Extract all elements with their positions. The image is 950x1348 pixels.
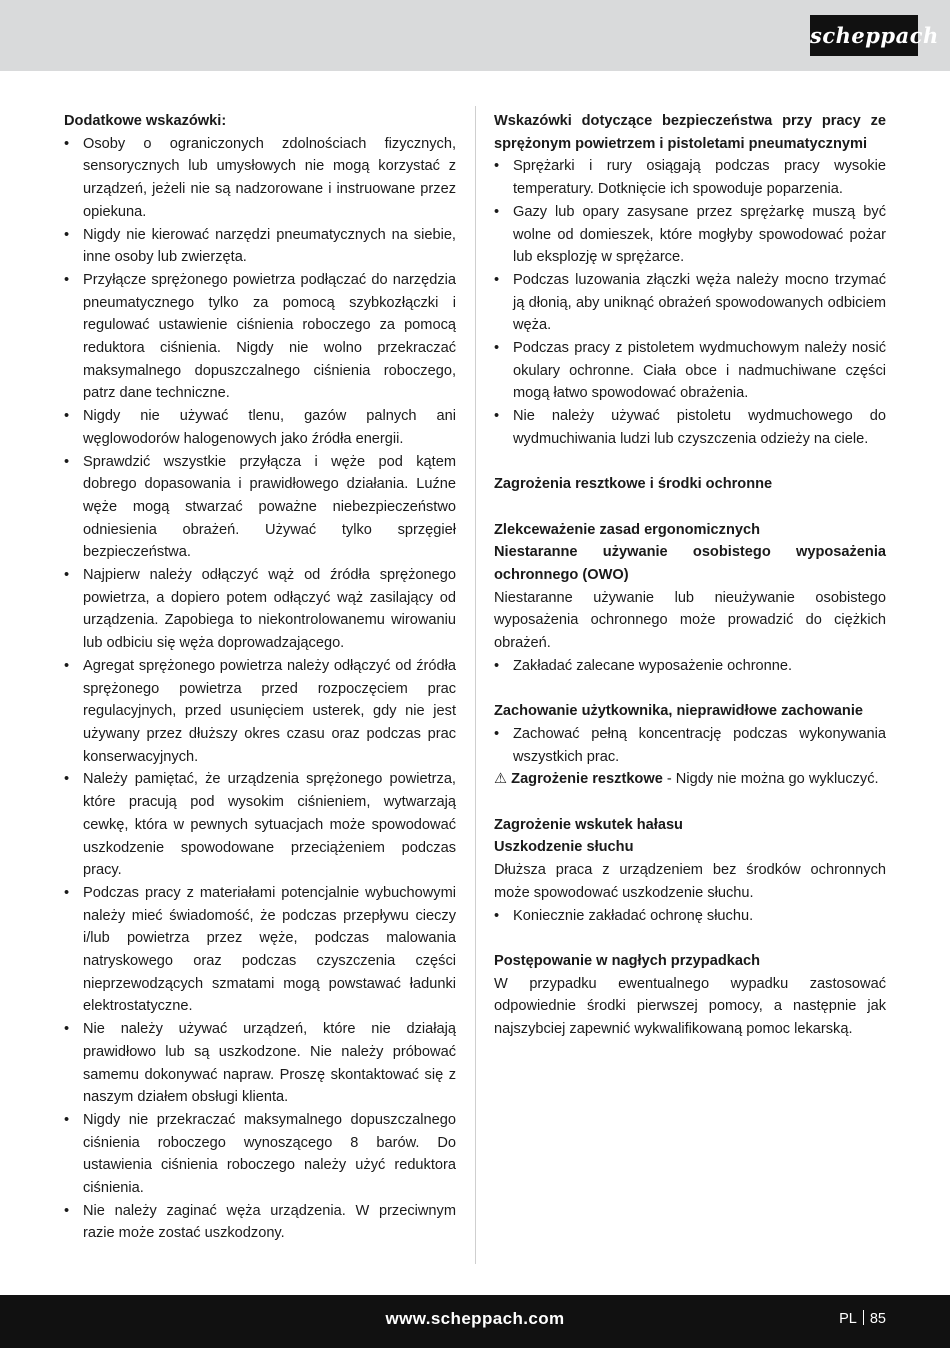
- list-item: • Agregat sprężonego powietrza należy odłączyć od źródła sprężonego powietrza przed rozpoczęciem prac regulacyjnych, przed usunięciem usterek, gdy nie jest używany przez dłuższy okres czasu oraz podczas prac konserwacyjnych.: [64, 655, 456, 769]
- additional-notes-list: [64, 133, 456, 1245]
- noise-heading: Zagrożenie wskutek hałasu: [494, 816, 683, 833]
- residual-risks-heading: Zagrożenia resztkowe i środki ochronne: [494, 476, 773, 493]
- bullet-icon: •: [64, 453, 70, 470]
- list-item: • Osoby o ograniczonych zdolnościach fizycznych, sensorycznych lub umysłowych nie mogą korzystać z urządzeń, jeżeli nie są nadzorowane i instruowane przez opiekuna.: [64, 133, 456, 224]
- bullet-icon: •: [64, 657, 70, 674]
- bullet-icon: •: [494, 907, 500, 924]
- separator: [863, 1310, 864, 1325]
- list-item: • Zachować pełną koncentrację podczas wykonywania wszystkich prac.: [494, 723, 886, 768]
- user-behaviour-list: [494, 723, 886, 768]
- ergonomics-heading: Zlekceważenie zasad ergonomicznych: [494, 521, 761, 538]
- website-link[interactable]: www.scheppach.com: [385, 1309, 565, 1328]
- hearing-list: [494, 905, 886, 928]
- right-column: [494, 110, 886, 1041]
- bullet-icon: •: [494, 158, 500, 175]
- warning-text: - Nigdy nie można go wykluczyć.: [662, 771, 879, 788]
- column-divider: [475, 106, 476, 1264]
- ppe-list: [494, 655, 886, 678]
- list-item: • Najpierw należy odłączyć wąż od źródła sprężonego powietrza, a dopiero potem odłączyć wąż zasilający od urządzenia. Zapobiega to niekontrolowanemu wirowaniu lub odbiciu się węża doprowadzającego.: [64, 564, 456, 655]
- bullet-icon: •: [494, 725, 500, 742]
- list-item: • Podczas pracy z materiałami potencjalnie wybuchowymi należy mieć świadomość, że podczas przepływu cieczy i/lub powietrza przez węże, podczas malowania natryskowego oraz podczas czyszczenia części nieprzewodzących szmatami mogą powstawać ładunki elektrostatyczne.: [64, 882, 456, 1018]
- bullet-icon: •: [64, 884, 70, 901]
- pneumatic-safety-heading: Wskazówki dotyczące bezpieczeństwa przy pracy ze sprężonym powietrzem i pistoletami pneumatycznymi: [494, 113, 886, 152]
- list-item: • Gazy lub opary zasysane przez sprężarkę muszą być wolne od domieszek, które mogłyby spowodować pożar lub eksplozję w sprężarce.: [494, 201, 886, 269]
- page-number-value: 85: [869, 1311, 886, 1327]
- bullet-icon: •: [494, 271, 500, 288]
- list-item: • Sprawdzić wszystkie przyłącza i węże pod kątem dobrego dopasowania i prawidłowego działania. Luźne węże mogą stwarzać poważne niebezpieczeństwo odniesienia obrażeń. Używać tylko sprzęgieł bezpieczeństwa.: [64, 451, 456, 565]
- bullet-icon: •: [64, 135, 70, 152]
- residual-risk-warning: [494, 768, 886, 791]
- list-item: • Sprężarki i rury osiągają podczas pracy wysokie temperatury. Dotknięcie ich spowoduje poparzenia.: [494, 155, 886, 200]
- list-item: • Należy pamiętać, że urządzenia sprężonego powietrza, które pracują pod wysokim ciśnieniem, wytwarzają cewkę, która w pewnych sytuacjach może spowodować uszkodzenie spowodowane przeciążeniem podczas pracy.: [64, 768, 456, 882]
- bullet-icon: •: [494, 657, 500, 674]
- bullet-icon: •: [64, 567, 70, 584]
- bullet-icon: •: [64, 771, 70, 788]
- scheppach-logo: scheppach: [810, 15, 918, 56]
- emergency-text: W przypadku ewentualnego wypadku zastosować odpowiednie środki pierwszej pomocy, a następnie jak najszybciej zapewnić wykwalifikowaną pomoc lekarską.: [494, 975, 886, 1038]
- language-code: PL: [839, 1311, 857, 1327]
- list-item: • Nigdy nie przekraczać maksymalnego dopuszczalnego ciśnienia roboczego wynoszącego 8 barów. Do ustawienia ciśnienia roboczego należy użyć reduktora ciśnienia.: [64, 1109, 456, 1200]
- ppe-text: Niestaranne używanie lub nieużywanie osobistego wyposażenia ochronnego może prowadzić do ciężkich obrażeń.: [494, 589, 886, 652]
- list-item: • Przyłącze sprężonego powietrza podłączać do narzędzia pneumatycznego tylko za pomocą szybkozłączki i regulować ustawienie ciśnienia roboczego za pomocą reduktora ciśnienia. Nigdy nie wolno przekraczać maksymalnego dopuszczalnego ciśnienia roboczego, patrz dane techniczne.: [64, 269, 456, 405]
- page-number: [839, 1310, 886, 1327]
- list-item: • Podczas luzowania złączki węża należy mocno trzymać ją dłonią, aby uniknąć obrażeń spowodowanych odbiciem węża.: [494, 269, 886, 337]
- list-item: • Nie należy używać urządzeń, które nie działają prawidłowo lub są uszkodzone. Nie należy próbować samemu dokonywać napraw. Proszę skontaktować się z naszym działem obsługi klienta.: [64, 1018, 456, 1109]
- hearing-damage-heading: Uszkodzenie słuchu: [494, 839, 634, 856]
- list-item: • Nie należy używać pistoletu wydmuchowego do wydmuchiwania ludzi lub czyszczenia odzieży na ciele.: [494, 405, 886, 450]
- bullet-icon: •: [64, 1202, 70, 1219]
- list-item: • Nie należy zaginać węża urządzenia. W przeciwnym razie może zostać uszkodzony.: [64, 1200, 456, 1245]
- left-column: [64, 110, 456, 1245]
- header-bar: [0, 0, 950, 71]
- bullet-icon: •: [64, 408, 70, 425]
- bullet-icon: •: [494, 203, 500, 220]
- pneumatic-safety-list: [494, 155, 886, 450]
- hearing-damage-text: Dłuższa praca z urządzeniem bez środków ochronnych może spowodować uszkodzenie słuchu.: [494, 862, 886, 901]
- footer-bar: [0, 1295, 950, 1348]
- list-item: • Koniecznie zakładać ochronę słuchu.: [494, 905, 886, 928]
- list-item: • Podczas pracy z pistoletem wydmuchowym należy nosić okulary ochronne. Ciała obce i nadmuchiwane części mogą łatwo spowodować obrażenia.: [494, 337, 886, 405]
- additional-notes-heading: Dodatkowe wskazówki:: [64, 113, 227, 129]
- ppe-heading: Niestaranne używanie osobistego wyposażenia ochronnego (OWO): [494, 544, 886, 584]
- bullet-icon: •: [64, 271, 70, 288]
- user-behaviour-heading: Zachowanie użytkownika, nieprawidłowe zachowanie: [494, 703, 863, 720]
- list-item: • Nigdy nie używać tlenu, gazów palnych ani węglowodorów halogenowych jako źródła energii.: [64, 405, 456, 450]
- bullet-icon: •: [64, 226, 70, 243]
- warning-label: Zagrożenie resztkowe: [511, 771, 663, 788]
- warning-icon: ⚠: [494, 771, 508, 788]
- list-item: • Zakładać zalecane wyposażenie ochronne.: [494, 655, 886, 678]
- list-item: • Nigdy nie kierować narzędzi pneumatycznych na siebie, inne osoby lub zwierzęta.: [64, 224, 456, 269]
- bullet-icon: •: [494, 340, 500, 357]
- bullet-icon: •: [494, 408, 500, 425]
- bullet-icon: •: [64, 1111, 70, 1128]
- emergency-heading: Postępowanie w nagłych przypadkach: [494, 952, 761, 969]
- bullet-icon: •: [64, 1021, 70, 1038]
